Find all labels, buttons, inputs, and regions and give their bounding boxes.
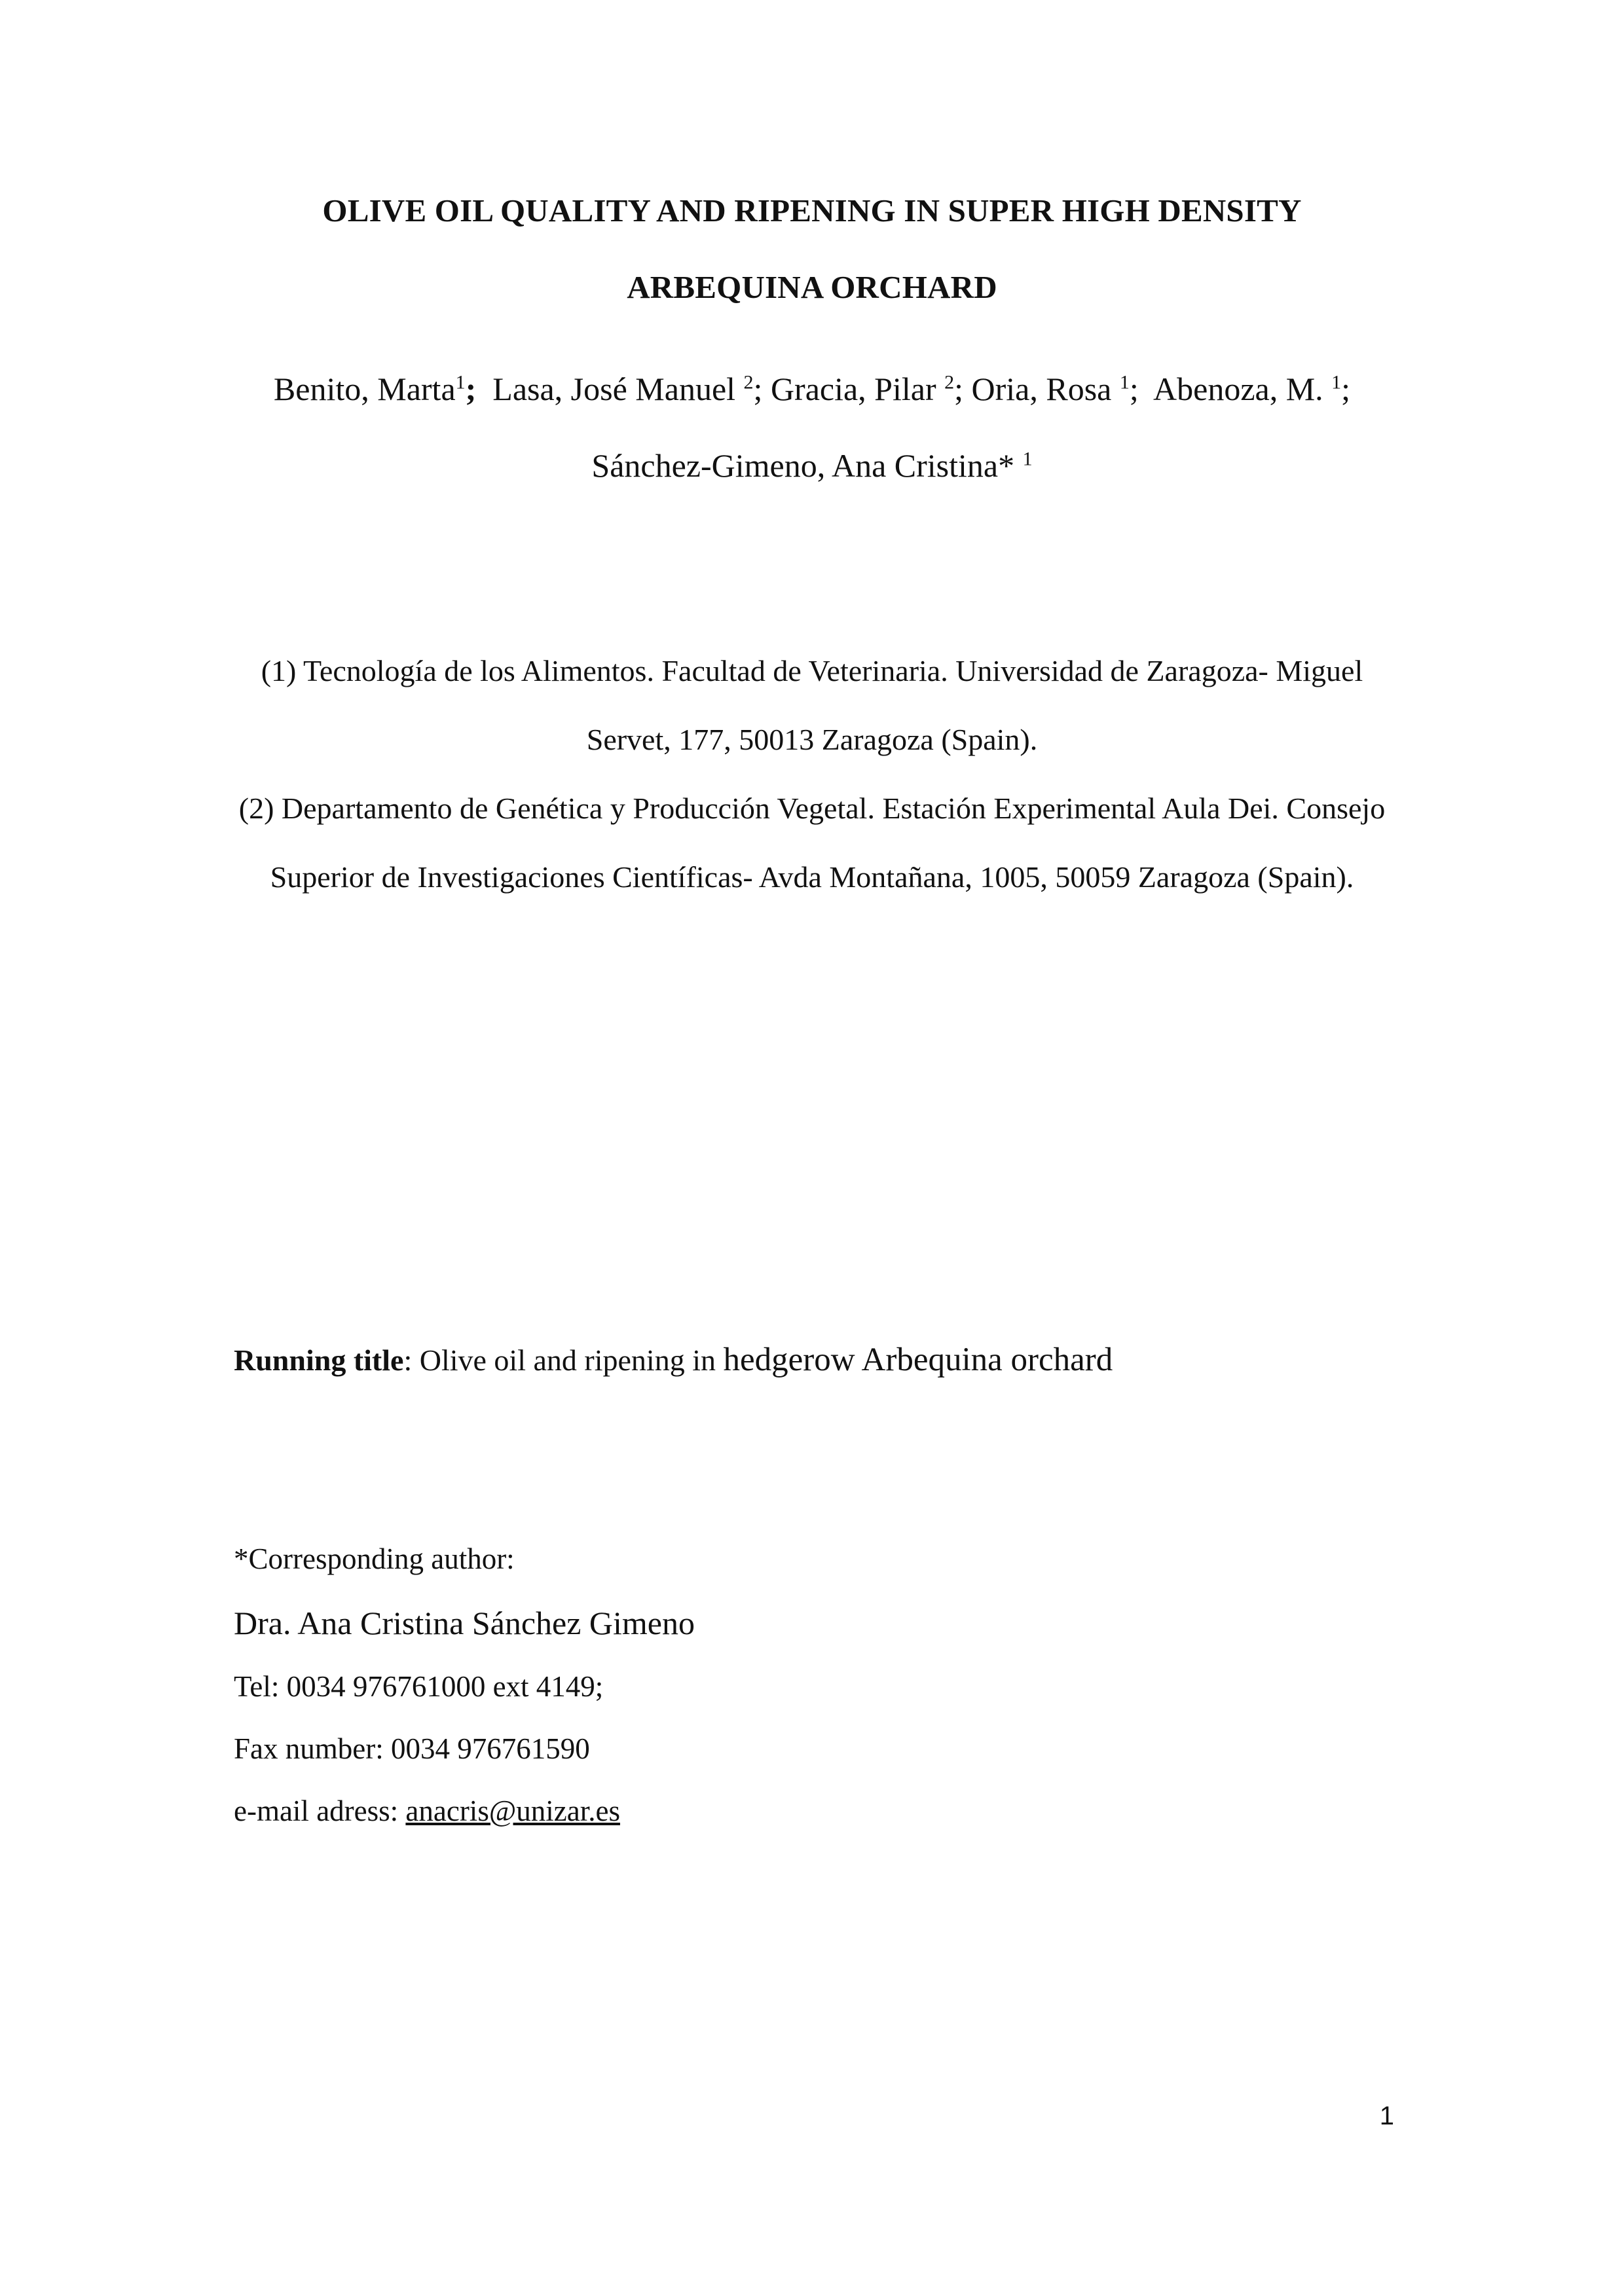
title-line-1: OLIVE OIL QUALITY AND RIPENING IN SUPER HIGH DENSITY xyxy=(322,192,1302,228)
author-name: Oria, Rosa xyxy=(971,371,1120,407)
email-link[interactable]: anacris@unizar.es xyxy=(405,1795,620,1827)
author-affiliation-mark: 1 xyxy=(455,371,466,393)
author-name: Lasa, José Manuel xyxy=(492,371,744,407)
corresponding-tel: Tel: 0034 976761000 ext 4149; xyxy=(234,1670,604,1703)
author-affiliation-mark: 2 xyxy=(944,371,955,393)
author-affiliation-mark: 1 xyxy=(1119,371,1130,393)
affiliation-1-line-1: (1) Tecnología de los Alimentos. Facultad de Veterinaria. Universidad de Zaragoza- Miguel xyxy=(261,654,1363,687)
author-name: Sánchez-Gimeno, Ana Cristina* xyxy=(591,447,1023,484)
running-title-text-part2: hedgerow Arbequina orchard xyxy=(723,1341,1113,1378)
author-name: Gracia, Pilar xyxy=(770,371,945,407)
affiliation-2-line-2: Superior de Investigaciones Científicas- Avda Montañana, 1005, 50059 Zaragoza (Spain). xyxy=(270,860,1354,894)
running-title-label: Running title xyxy=(234,1343,404,1377)
email-label: e-mail adress: xyxy=(234,1795,406,1827)
corresponding-label: *Corresponding author: xyxy=(234,1542,515,1575)
author-separator: ; xyxy=(1129,371,1139,407)
authors-line-1 xyxy=(0,370,1624,408)
authors-line-2 xyxy=(0,446,1624,484)
title-line-2: ARBEQUINA ORCHARD xyxy=(627,269,997,305)
author-affiliation-mark: 1 xyxy=(1331,371,1342,393)
corresponding-email-line xyxy=(234,1794,620,1828)
author-affiliation-mark: 2 xyxy=(743,371,754,393)
author-separator: ; xyxy=(954,371,964,407)
author-name: Abenoza, M. xyxy=(1153,371,1332,407)
author-affiliation-mark: 1 xyxy=(1022,448,1033,470)
author-name: Benito, Marta xyxy=(273,371,456,407)
author-separator: ; xyxy=(1341,371,1351,407)
page-number: 1 xyxy=(1379,2102,1394,2130)
running-title-text-part1: : Olive oil and ripening in xyxy=(403,1343,724,1377)
affiliation-2-line-1: (2) Departamento de Genética y Producción Vegetal. Estación Experimental Aula Dei. Consejo xyxy=(238,792,1386,825)
corresponding-fax: Fax number: 0034 976761590 xyxy=(234,1732,590,1765)
running-title xyxy=(234,1341,1113,1379)
affiliation-1-line-2: Servet, 177, 50013 Zaragoza (Spain). xyxy=(586,723,1038,756)
author-separator: ; xyxy=(465,371,477,407)
corresponding-name: Dra. Ana Cristina Sánchez Gimeno xyxy=(234,1605,695,1641)
author-separator: ; xyxy=(753,371,763,407)
